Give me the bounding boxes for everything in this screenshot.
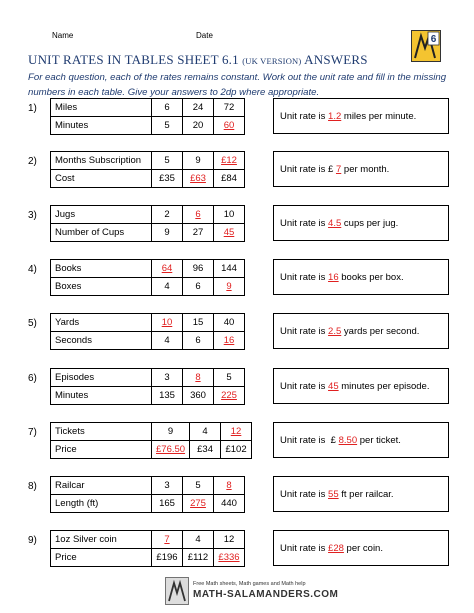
answer-value: 60 bbox=[223, 120, 235, 131]
answer-value: 8 bbox=[226, 480, 232, 491]
answer-value: 45 bbox=[223, 227, 235, 238]
table-row bbox=[51, 531, 245, 549]
answer-cell bbox=[214, 152, 245, 170]
unit-rate-prefix: Unit rate is £ bbox=[280, 435, 339, 446]
answer-value: 12 bbox=[230, 426, 242, 437]
cell-value: 27 bbox=[192, 227, 204, 238]
table-row bbox=[51, 332, 245, 350]
value-cell bbox=[183, 531, 214, 549]
row-label: Boxes bbox=[51, 278, 152, 296]
cell-value: 5 bbox=[164, 120, 170, 131]
unit-rate-answer: 1.2 bbox=[328, 111, 342, 122]
value-cell bbox=[183, 278, 214, 296]
cell-value: 20 bbox=[192, 120, 204, 131]
value-cell bbox=[190, 423, 221, 441]
rate-table bbox=[50, 530, 245, 567]
value-cell bbox=[190, 441, 221, 459]
value-cell bbox=[183, 549, 214, 567]
value-cell bbox=[152, 117, 183, 135]
answer-cell bbox=[221, 423, 252, 441]
table-row bbox=[51, 495, 245, 513]
cell-value: £84 bbox=[221, 173, 237, 184]
question-9 bbox=[28, 530, 450, 569]
question-number: 7) bbox=[28, 427, 37, 438]
unit-rate-prefix: Unit rate is bbox=[280, 111, 329, 122]
unit-rate-prefix: Unit rate is bbox=[280, 381, 329, 392]
value-cell bbox=[152, 549, 183, 567]
cell-value: 40 bbox=[223, 317, 235, 328]
cell-value: 5 bbox=[164, 155, 170, 166]
cell-value: 440 bbox=[221, 498, 237, 509]
unit-rate-box bbox=[273, 259, 449, 295]
unit-rate-box bbox=[273, 368, 449, 404]
value-cell bbox=[152, 206, 183, 224]
row-label: Railcar bbox=[51, 477, 152, 495]
value-cell bbox=[183, 117, 214, 135]
value-cell bbox=[152, 99, 183, 117]
table-row bbox=[51, 170, 245, 188]
row-label: Minutes bbox=[51, 387, 152, 405]
row-label: Price bbox=[51, 441, 152, 459]
unit-rate-answer: 16 bbox=[328, 272, 339, 283]
table-row bbox=[51, 423, 252, 441]
value-cell bbox=[152, 332, 183, 350]
table-row bbox=[51, 206, 245, 224]
answer-cell bbox=[183, 170, 214, 188]
salamander-logo-icon bbox=[411, 30, 441, 62]
rate-table bbox=[50, 98, 245, 135]
table-row bbox=[51, 99, 245, 117]
unit-rate-box bbox=[273, 151, 449, 187]
answer-cell bbox=[214, 387, 245, 405]
row-label: Seconds bbox=[51, 332, 152, 350]
cell-value: 3 bbox=[164, 480, 170, 491]
question-2 bbox=[28, 151, 450, 190]
cell-value: 4 bbox=[164, 335, 170, 346]
unit-rate-suffix: yards per second. bbox=[341, 326, 420, 337]
cell-value: 4 bbox=[202, 426, 208, 437]
unit-rate-box bbox=[273, 98, 449, 134]
answer-cell bbox=[152, 531, 183, 549]
answer-value: £12 bbox=[221, 155, 237, 166]
row-label: Minutes bbox=[51, 117, 152, 135]
answer-cell bbox=[214, 224, 245, 242]
unit-rate-prefix: Unit rate is bbox=[280, 543, 329, 554]
row-label: Episodes bbox=[51, 369, 152, 387]
row-label: Jugs bbox=[51, 206, 152, 224]
cell-value: 72 bbox=[223, 102, 235, 113]
cell-value: 12 bbox=[223, 534, 235, 545]
value-cell bbox=[152, 495, 183, 513]
question-5 bbox=[28, 313, 450, 352]
cell-value: 15 bbox=[192, 317, 204, 328]
cell-value: 4 bbox=[164, 281, 170, 292]
unit-rate-box bbox=[273, 313, 449, 349]
answer-value: 10 bbox=[161, 317, 173, 328]
question-1 bbox=[28, 98, 450, 137]
footer bbox=[165, 577, 345, 607]
page-title bbox=[28, 52, 368, 68]
cell-value: 360 bbox=[190, 390, 206, 401]
question-number: 2) bbox=[28, 156, 37, 167]
date-label: Date bbox=[196, 31, 213, 40]
answer-value: 9 bbox=[226, 281, 232, 292]
table-row bbox=[51, 278, 245, 296]
answer-cell bbox=[152, 441, 190, 459]
value-cell bbox=[152, 224, 183, 242]
cell-value: 6 bbox=[195, 335, 201, 346]
cell-value: 9 bbox=[167, 426, 174, 437]
unit-rate-answer: 4.5 bbox=[328, 218, 342, 229]
unit-rate-answer: 7 bbox=[335, 164, 342, 175]
unit-rate-answer: 45 bbox=[328, 381, 339, 392]
rate-table bbox=[50, 151, 245, 188]
rate-table bbox=[50, 313, 245, 350]
value-cell bbox=[183, 477, 214, 495]
answer-cell bbox=[214, 278, 245, 296]
value-cell bbox=[183, 314, 214, 332]
unit-rate-suffix: books per box. bbox=[338, 272, 404, 283]
unit-rate-suffix: cups per jug. bbox=[341, 218, 399, 229]
value-cell bbox=[183, 260, 214, 278]
value-cell bbox=[183, 332, 214, 350]
table-row bbox=[51, 314, 245, 332]
title-answers: ANSWERS bbox=[304, 52, 368, 67]
question-number: 4) bbox=[28, 264, 37, 275]
answer-value: 225 bbox=[221, 390, 237, 401]
instructions: For each question, each of the rates remains constant. Work out the unit rate and fill in the missing numbers in each table. Give your answers to 2dp where appropriate. bbox=[28, 72, 447, 98]
row-label: 1oz Silver coin bbox=[51, 531, 152, 549]
cell-value: 9 bbox=[164, 227, 170, 238]
answer-cell bbox=[214, 477, 245, 495]
cell-value: 135 bbox=[159, 390, 175, 401]
unit-rate-suffix: ft per railcar. bbox=[338, 489, 394, 500]
cell-value: £35 bbox=[159, 173, 175, 184]
logo-grade: 6 bbox=[430, 34, 437, 45]
table-row bbox=[51, 260, 245, 278]
row-label: Cost bbox=[51, 170, 152, 188]
value-cell bbox=[214, 206, 245, 224]
answer-value: 16 bbox=[223, 335, 235, 346]
value-cell bbox=[183, 224, 214, 242]
question-8 bbox=[28, 476, 450, 515]
question-6 bbox=[28, 368, 450, 407]
table-row bbox=[51, 477, 245, 495]
value-cell bbox=[214, 260, 245, 278]
table-row bbox=[51, 441, 252, 459]
answer-value: £336 bbox=[218, 552, 240, 563]
value-cell bbox=[214, 170, 245, 188]
question-number: 5) bbox=[28, 318, 37, 329]
cell-value: 3 bbox=[164, 372, 170, 383]
question-number: 1) bbox=[28, 103, 37, 114]
value-cell bbox=[152, 387, 183, 405]
unit-rate-answer: 55 bbox=[328, 489, 339, 500]
question-number: 8) bbox=[28, 481, 37, 492]
salamander-footer-icon bbox=[165, 577, 189, 605]
footer-brand: MATH-SALAMANDERS.COM bbox=[193, 589, 339, 600]
value-cell bbox=[221, 441, 252, 459]
answer-cell bbox=[183, 369, 214, 387]
value-cell bbox=[152, 170, 183, 188]
question-number: 3) bbox=[28, 210, 37, 221]
footer-tagline: Free Math sheets, Math games and Math help bbox=[193, 581, 306, 587]
cell-value: 165 bbox=[159, 498, 175, 509]
row-label: Number of Cups bbox=[51, 224, 152, 242]
unit-rate-answer: 2.5 bbox=[328, 326, 342, 337]
cell-value: £102 bbox=[225, 444, 247, 455]
unit-rate-answer: £28 bbox=[328, 543, 344, 554]
cell-value: 24 bbox=[192, 102, 204, 113]
cell-value: 5 bbox=[195, 480, 201, 491]
unit-rate-suffix: per coin. bbox=[343, 543, 383, 554]
value-cell bbox=[152, 152, 183, 170]
cell-value: £34 bbox=[197, 444, 213, 455]
rate-table bbox=[50, 259, 245, 296]
cell-value: 9 bbox=[195, 155, 201, 166]
table-row bbox=[51, 549, 245, 567]
question-3 bbox=[28, 205, 450, 244]
value-cell bbox=[214, 314, 245, 332]
row-label: Books bbox=[51, 260, 152, 278]
answer-value: £76.50 bbox=[156, 444, 186, 455]
row-label: Tickets bbox=[51, 423, 152, 441]
unit-rate-suffix: per ticket. bbox=[357, 435, 401, 446]
table-row bbox=[51, 117, 245, 135]
answer-cell bbox=[183, 206, 214, 224]
question-4 bbox=[28, 259, 450, 298]
cell-value: 10 bbox=[223, 209, 235, 220]
rate-table bbox=[50, 205, 245, 242]
unit-rate-prefix: Unit rate is £ bbox=[280, 164, 336, 175]
cell-value: 4 bbox=[195, 534, 201, 545]
answer-value: 8 bbox=[195, 372, 201, 383]
answer-cell bbox=[214, 117, 245, 135]
value-cell bbox=[214, 99, 245, 117]
row-label: Months Subscription bbox=[51, 152, 152, 170]
cell-value: 6 bbox=[195, 281, 201, 292]
cell-value: 2 bbox=[164, 209, 170, 220]
unit-rate-prefix: Unit rate is bbox=[280, 272, 329, 283]
cell-value: 96 bbox=[192, 263, 204, 274]
row-label: Yards bbox=[51, 314, 152, 332]
row-label: Price bbox=[51, 549, 152, 567]
row-label: Miles bbox=[51, 99, 152, 117]
question-number: 6) bbox=[28, 373, 37, 384]
value-cell bbox=[152, 278, 183, 296]
answer-value: £63 bbox=[190, 173, 206, 184]
unit-rate-suffix: miles per minute. bbox=[341, 111, 417, 122]
unit-rate-suffix: minutes per episode. bbox=[338, 381, 430, 392]
cell-value: 144 bbox=[221, 263, 237, 274]
row-label: Length (ft) bbox=[51, 495, 152, 513]
name-label: Name bbox=[52, 31, 74, 40]
value-cell bbox=[183, 387, 214, 405]
unit-rate-box bbox=[273, 476, 449, 512]
cell-value: £112 bbox=[187, 552, 209, 563]
title-sub: (UK VERSION) bbox=[242, 56, 302, 66]
table-row bbox=[51, 224, 245, 242]
answer-cell bbox=[152, 314, 183, 332]
table-row bbox=[51, 369, 245, 387]
answer-cell bbox=[214, 332, 245, 350]
answer-value: 275 bbox=[190, 498, 206, 509]
value-cell bbox=[183, 99, 214, 117]
answer-value: 7 bbox=[164, 534, 170, 545]
value-cell bbox=[152, 423, 190, 441]
unit-rate-answer: 8.50 bbox=[338, 435, 358, 446]
cell-value: 5 bbox=[226, 372, 232, 383]
unit-rate-box bbox=[273, 530, 449, 566]
unit-rate-prefix: Unit rate is bbox=[280, 218, 329, 229]
answer-cell bbox=[214, 549, 245, 567]
title-main: UNIT RATES IN TABLES SHEET 6.1 bbox=[28, 52, 239, 67]
value-cell bbox=[152, 369, 183, 387]
unit-rate-box bbox=[273, 422, 449, 458]
answer-value: 6 bbox=[195, 209, 201, 220]
table-row bbox=[51, 387, 245, 405]
value-cell bbox=[152, 477, 183, 495]
answer-value: 64 bbox=[161, 263, 173, 274]
answer-cell bbox=[152, 260, 183, 278]
question-number: 9) bbox=[28, 535, 37, 546]
question-7 bbox=[28, 422, 450, 461]
cell-value: £196 bbox=[156, 552, 178, 563]
unit-rate-prefix: Unit rate is bbox=[280, 489, 329, 500]
value-cell bbox=[214, 369, 245, 387]
unit-rate-box bbox=[273, 205, 449, 241]
value-cell bbox=[183, 152, 214, 170]
unit-rate-suffix: per month. bbox=[341, 164, 390, 175]
cell-value: 6 bbox=[164, 102, 170, 113]
rate-table bbox=[50, 476, 245, 513]
unit-rate-prefix: Unit rate is bbox=[280, 326, 329, 337]
rate-table bbox=[50, 422, 252, 459]
answer-cell bbox=[183, 495, 214, 513]
table-row bbox=[51, 152, 245, 170]
value-cell bbox=[214, 531, 245, 549]
rate-table bbox=[50, 368, 245, 405]
value-cell bbox=[214, 495, 245, 513]
